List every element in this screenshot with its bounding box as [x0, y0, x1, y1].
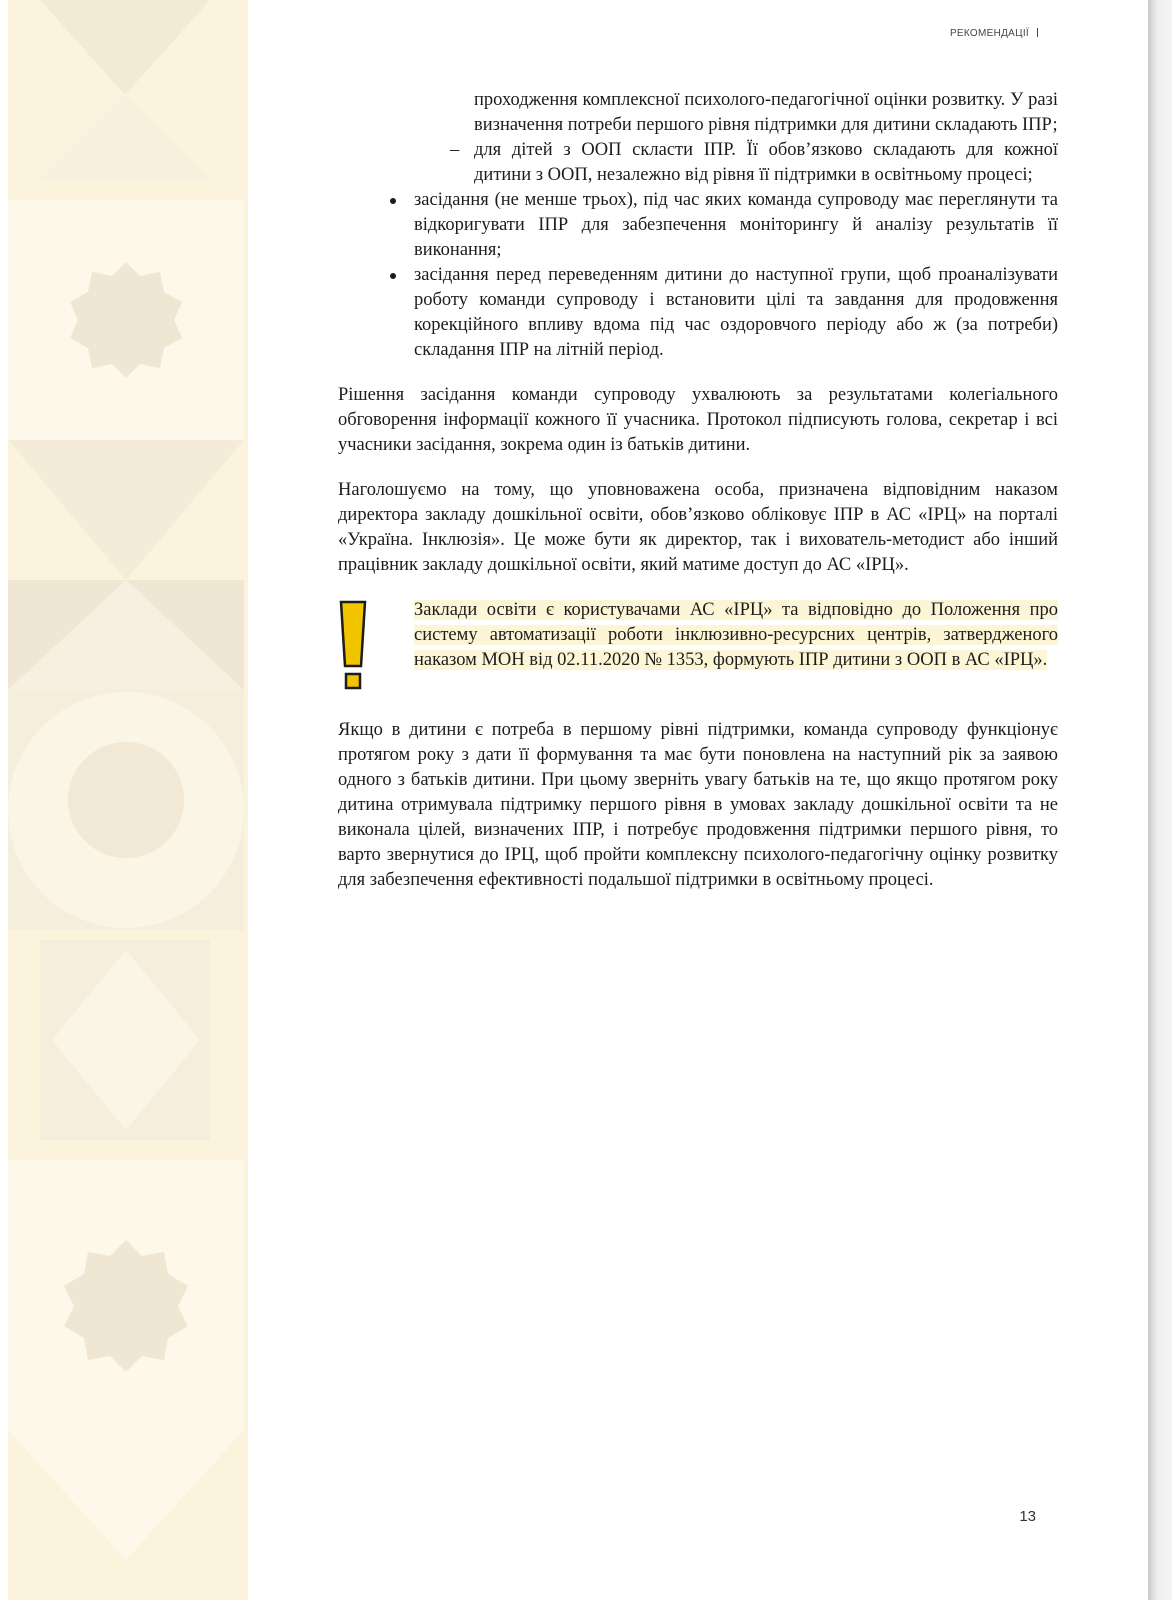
callout-note [338, 598, 1058, 698]
paragraph: Рішення засідання команди супроводу ухвалюють за результатами колегіального обговорення інформації кожного її учасника. Протокол підписують голова, секретар і всі учасники засідання, зокрема один із батьків дитини. [338, 385, 1058, 455]
sub-item [338, 138, 1058, 188]
running-head [950, 28, 1038, 39]
callout-text: Заклади освіти є користувачами АС «ІРЦ» та відповідно до Положення про систему автоматизації роботи інклюзивно-ресурсних центрів, затвердженого наказом МОН від 02.11.2020 № 1353, формують ІПР дитини з ООП в АС «ІРЦ». [414, 600, 1058, 670]
continued-sub-item [338, 88, 1058, 138]
sub-item-text: для дітей з ООП скласти ІПР. Її обов’язково складають для кожної дитини з ООП, незалежно від рівня її підтримки в освітньому процесі; [474, 140, 1058, 185]
paragraph: Якщо в дитини є потреба в першому рівні підтримки, команда супроводу функціонує протягом року з дати її формування та має бути поновлена на наступний рік за заявою одного з батьків дитини. При цьому зверніть увагу батьків на те, що якщо протягом року дитина отримувала підтримку першого рівня в умовах закладу дошкільної освіти та не виконала цілей, визначених ІПР, і потребує продовження підтримки першого рівня, то варто звернутися до ІРЦ, щоб пройти комплексну психолого-педагогічну оцінку розвитку для забезпечення ефективності подальшої підтримки в освітньому процесі. [338, 720, 1058, 890]
dash-marker: – [450, 140, 460, 160]
sub-item-text: проходження комплексної психолого-педагогічної оцінки розвитку. У разі визначення потреби першого рівня підтримки для дитини складають ІПР; [474, 90, 1058, 135]
paragraph: Наголошуємо на тому, що уповноважена особа, призначена відповідним наказом директора закладу дошкільної освіти, обов’язково обліковує ІПР в АС «ІРЦ» на порталі «Україна. Інклюзія». Це може бути як директор, так і вихователь-методист або інший працівник закладу дошкільної освіти, який матиме доступ до АС «ІРЦ». [338, 480, 1058, 575]
bullet-text: засідання (не менше трьох), під час яких команда супроводу має переглянути та відкоригувати ІПР для забезпечення моніторингу й аналізу результатів її виконання; [414, 190, 1058, 260]
section-title: РЕКОМЕНДАЦІЇ [949, 28, 1029, 39]
bullet-item [338, 188, 1058, 263]
bullet-item [338, 263, 1058, 363]
decorative-geometric-border [0, 0, 248, 1600]
exclamation-icon [338, 600, 368, 694]
main-text [338, 88, 1058, 893]
bullet-text: засідання перед переведенням дитини до наступної групи, щоб проаналізувати роботу команди супроводу і встановити цілі та завдання для продовження корекційного впливу вдома під час оздоровчого періоду або ж (за потреби) складання ІПР на літній період. [414, 265, 1058, 360]
bullet-marker [390, 273, 396, 279]
page-edge-shadow [1148, 0, 1172, 1600]
page-number: 13 [1019, 1508, 1036, 1525]
bullet-marker [390, 198, 396, 204]
separator-bar [1037, 28, 1038, 37]
